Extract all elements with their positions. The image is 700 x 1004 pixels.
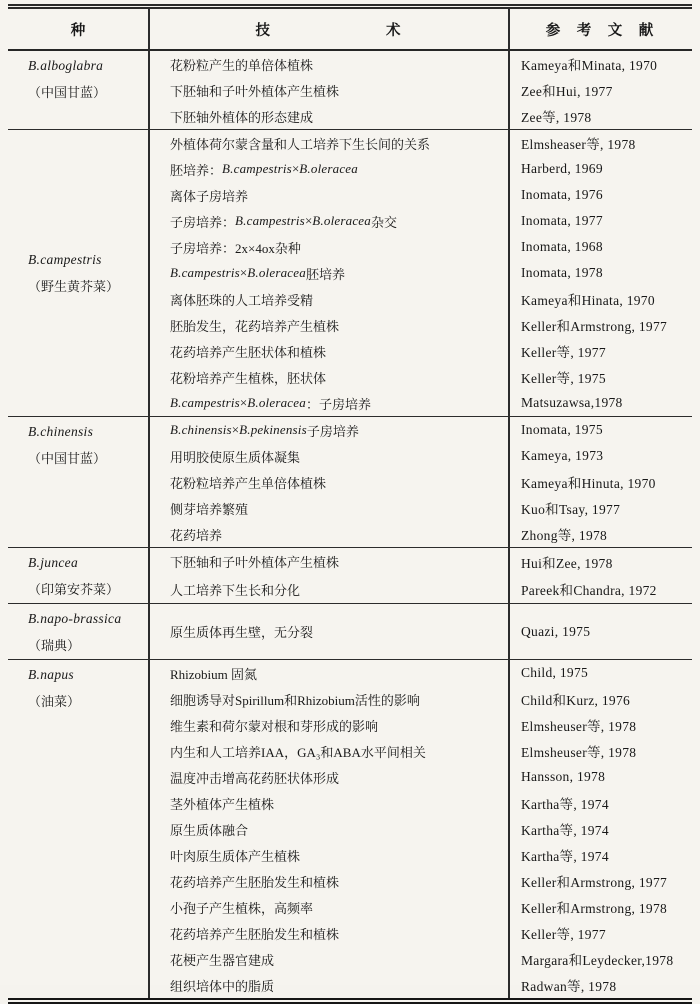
species-section (8, 659, 692, 998)
reference-cell: Kameya, 1973 (521, 448, 604, 463)
technique-cell: 离体子房培养 (170, 188, 249, 204)
latin-species-name: B.campestris (222, 161, 292, 176)
reference-cell: Kameya和Hinuta, 1970 (521, 476, 656, 491)
species-name: B.napus (28, 667, 74, 682)
reference-cell: Inomata, 1975 (521, 422, 603, 437)
reference-cell: Matsuzawsa,1978 (521, 395, 623, 410)
reference-cell: Keller和Armstrong, 1977 (521, 875, 668, 890)
header-cell-technique: 技 术 (255, 22, 401, 39)
species-common-name: （油菜） (28, 694, 81, 709)
technique-cell: 原生质体融合 (170, 822, 249, 838)
technique-cell: 下胚轴和子叶外植体产生植株 (170, 83, 340, 99)
technique-cell: 组织培体中的脂质 (170, 978, 275, 994)
technique-cell: 茎外植体产生植株 (170, 796, 275, 812)
literature-table (8, 4, 692, 1004)
reference-cell: Harberd, 1969 (521, 161, 603, 176)
reference-cell: Kameya和Hinata, 1970 (521, 293, 655, 308)
species-cell (8, 51, 148, 129)
technique-cell: 外植体荷尔蒙含量和人工培养下生长间的关系 (170, 136, 431, 152)
species-section (8, 129, 692, 416)
latin-species-name: B.oleracea (312, 213, 371, 228)
technique-cell: 花药培养产生胚状体和植株 (170, 344, 327, 360)
species-common-name: （中国甘蓝） (28, 85, 107, 100)
species-cell (8, 548, 148, 603)
technique-cell: 内生和人工培养IAA，GA₃和ABA水平间相关 (170, 744, 426, 760)
latin-species-name: B.pekinensis (239, 422, 307, 437)
technique-cell: B.chinensis × B.pekinensis 子房培养 (170, 422, 359, 439)
technique-cell: 花粉培养产生植株，胚状体 (170, 370, 327, 386)
reference-cell: Child, 1975 (521, 665, 589, 680)
reference-cell: Inomata, 1968 (521, 239, 603, 254)
technique-cell: 子房培养：2x×4ox杂种 (170, 240, 301, 256)
technique-cell: 温度冲击增高花药胚状体形成 (170, 770, 340, 786)
technique-cell: Rhizobium 固氮 (170, 666, 258, 682)
technique-cell: 维生素和荷尔蒙对根和芽形成的影响 (170, 718, 379, 734)
technique-cell: 下胚轴外植体的形态建成 (170, 109, 314, 125)
species-cell (8, 660, 148, 998)
species-section (8, 603, 692, 659)
species-cell (8, 604, 148, 659)
technique-cell: 花粉粒产生的单倍体植株 (170, 57, 314, 73)
latin-species-name: B.campestris (235, 213, 305, 228)
reference-cell: Kuo和Tsay, 1977 (521, 502, 621, 517)
species-name: B.napo-brassica (28, 611, 122, 626)
species-section (8, 547, 692, 603)
reference-cell: Keller和Armstrong, 1978 (521, 901, 668, 916)
reference-cell: Margara和Leydecker,1978 (521, 953, 674, 968)
technique-cell: 胚胎发生，花药培养产生植株 (170, 318, 340, 334)
technique-cell: 人工培养下生长和分化 (170, 582, 301, 598)
reference-cell: Inomata, 1976 (521, 187, 603, 202)
reference-cell: Keller和Armstrong, 1977 (521, 319, 668, 334)
reference-cell: Pareek和Chandra, 1972 (521, 583, 657, 599)
reference-cell: Kartha等, 1974 (521, 849, 609, 864)
technique-cell: 花粉粒培养产生单倍体植株 (170, 475, 327, 491)
reference-cell: Elmsheuser等, 1978 (521, 745, 637, 760)
reference-cell: Zee和Hui, 1977 (521, 84, 613, 99)
technique-cell: 花药培养产生胚胎发生和植株 (170, 874, 340, 890)
table-body (8, 51, 692, 998)
latin-species-name: B.oleracea (247, 395, 306, 410)
reference-cell: Elmsheaser等, 1978 (521, 137, 636, 152)
species-common-name: （印第安芥菜） (28, 582, 120, 597)
species-section (8, 51, 692, 129)
technique-cell: 下胚轴和子叶外植体产生植株 (170, 555, 340, 571)
reference-cell: Keller等, 1975 (521, 371, 606, 386)
species-cell (8, 246, 148, 300)
technique-cell: 花药培养产生胚胎发生和植株 (170, 926, 340, 942)
species-common-name: （瑞典） (28, 638, 81, 653)
technique-cell: 子房培养： B.campestris × B.oleracea 杂交 (170, 213, 397, 230)
reference-cell: Kameya和Minata, 1970 (521, 58, 658, 73)
header-cell-species: 种 (70, 22, 86, 39)
species-name: B.campestris (28, 252, 102, 267)
reference-cell: Kartha等, 1974 (521, 797, 609, 812)
reference-cell: Zhong等, 1978 (521, 528, 608, 543)
species-section (8, 416, 692, 547)
latin-species-name: B.campestris (170, 395, 240, 410)
species-common-name: （中国甘蓝） (28, 451, 107, 466)
latin-species-name: B.oleracea (247, 265, 306, 280)
reference-cell: Hansson, 1978 (521, 769, 606, 784)
technique-cell: 花梗产生器官建成 (170, 952, 275, 968)
species-common-name: （野生黄芥菜） (28, 279, 120, 294)
latin-species-name: B.chinensis (170, 422, 232, 437)
technique-cell: 胚培养： B.campestris × B.oleracea (170, 161, 358, 178)
reference-cell: Child和Kurz, 1976 (521, 693, 631, 708)
technique-cell: 小孢子产生植株，高频率 (170, 900, 314, 916)
reference-cell: Hui和Zee, 1978 (521, 555, 613, 571)
technique-cell: 叶肉原生质体产生植株 (170, 848, 301, 864)
technique-cell: 细胞诱导对Spirillum和Rhizobium活性的影响 (170, 692, 420, 708)
reference-cell: Zee等, 1978 (521, 110, 592, 125)
reference-cell: Keller等, 1977 (521, 927, 606, 942)
species-name: B.juncea (28, 555, 79, 570)
technique-cell: 花药培养 (170, 527, 223, 543)
technique-cell: 离体胚珠的人工培养受精 (170, 292, 314, 308)
species-name: B.alboglabra (28, 58, 104, 73)
reference-cell: Radwan等, 1978 (521, 979, 617, 994)
species-name: B.chinensis (28, 424, 94, 439)
reference-cell: Kartha等, 1974 (521, 823, 609, 838)
reference-cell: Inomata, 1978 (521, 265, 603, 280)
technique-cell: 侧芽培养繁殖 (170, 501, 249, 517)
column-divider-technique-reference (508, 9, 510, 998)
technique-cell: B.campestris × B.oleracea 胚培养 (170, 265, 345, 282)
column-divider-species-technique (148, 9, 150, 998)
technique-cell: 用明胶使原生质体凝集 (170, 449, 301, 465)
reference-cell: Elmsheuser等, 1978 (521, 719, 637, 734)
technique-cell: B.campestris × B.oleracea ：子房培养 (170, 395, 371, 412)
reference-cell: Keller等, 1977 (521, 345, 606, 360)
reference-cell: Inomata, 1977 (521, 213, 603, 228)
species-cell (8, 417, 148, 547)
latin-species-name: B.oleracea (299, 161, 358, 176)
table-header-row (8, 9, 692, 51)
reference-cell: Quazi, 1975 (521, 623, 591, 639)
latin-species-name: B.campestris (170, 265, 240, 280)
technique-cell: 原生质体再生壁，无分裂 (170, 625, 314, 640)
header-cell-reference: 参 考 文 献 (545, 22, 655, 39)
